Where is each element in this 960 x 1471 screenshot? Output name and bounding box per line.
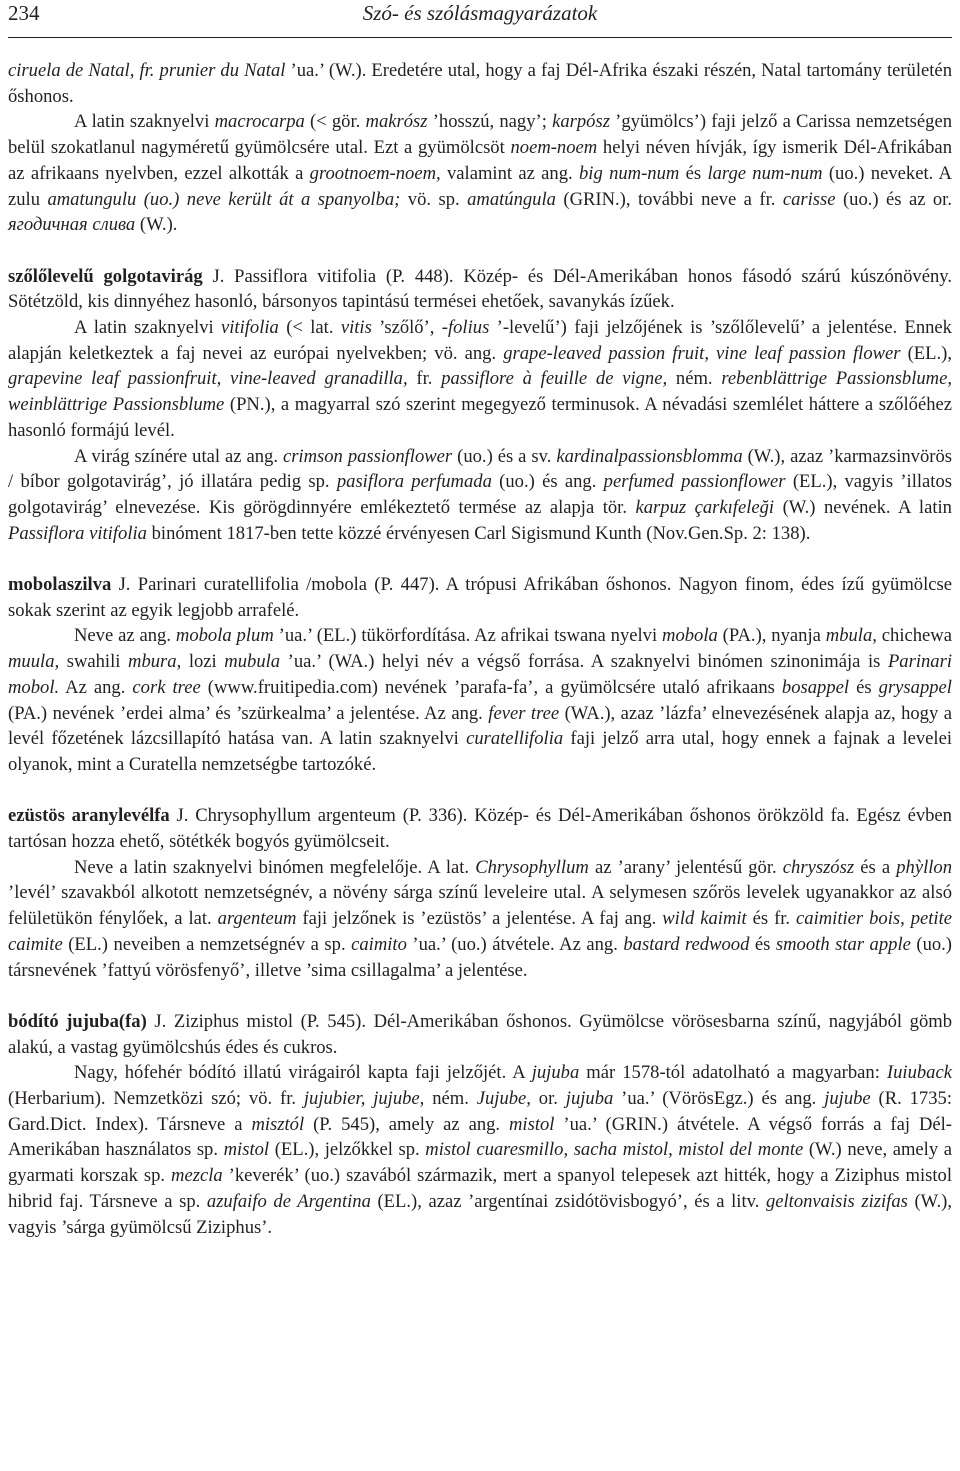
- text-run: J. Parinari curatellifolia /mobola (P. 447). A trópusi Afrikában őshonos. Nagyon finom, édes ízű gyümölcse sokak szerint az egyik legjobb arrafelé.: [8, 574, 952, 621]
- text-run: és fr.: [746, 908, 797, 930]
- italic-term: rebenblättrige Passionsblume, weinblättrige Passionsblume: [8, 368, 953, 416]
- italic-term: kardinalpassionsblomma: [556, 445, 743, 467]
- text-run: ’ua.’ (EL.) tükörfordítása. Az afrikai tswana nyelvi: [273, 625, 663, 647]
- italic-term: mbula,: [825, 625, 877, 647]
- text-run: és: [749, 933, 776, 955]
- italic-term: Chrysophyllum: [475, 856, 589, 878]
- italic-term: noem-noem: [510, 137, 598, 159]
- text-run: binóment 1817-ben tette közzé érvényesen Carl Sigismund Kunth (Nov.Gen.Sp. 2: 138).: [146, 522, 811, 544]
- italic-term: misztól: [251, 1113, 305, 1135]
- italic-term: mistol cuaresmillo, sacha mistol, mistol del monte: [425, 1139, 804, 1161]
- text-run: ném.: [667, 368, 722, 390]
- italic-term: chryszósz: [782, 856, 855, 878]
- italic-term: mobola: [662, 625, 718, 647]
- text-run: (P. 545), amely az ang.: [304, 1113, 509, 1135]
- text-run: (W.), azaz ’karmazsinvörös / bíbor golgotavirág’, jó illatára pedig sp.: [8, 445, 952, 493]
- text-run: ’-levelű’) faji jelzőjének is ’szőlőlevelű’ a jelentése. Ennek alapján keletkeztek a faj nevei az európai nyelvekben; vö. ang.: [8, 317, 952, 364]
- body-paragraph: [8, 623, 952, 777]
- text-run: Neve az ang.: [74, 625, 176, 647]
- text-run: (uo.) neveket. A zulu: [8, 162, 952, 210]
- text-run: helyi néven hívják, így ismerik Dél-Afrikában az afrikaans nyelvben, ezzel alkották a: [8, 137, 952, 184]
- italic-term: -folius: [441, 317, 490, 339]
- page-number: 234: [8, 1, 40, 25]
- text-run: J. Ziziphus mistol (P. 545). Dél-Amerikában őshonos. Gyümölcse vörösesbarna színű, nagyjából gömb alakú, a vastag gyümölcshús édes és cukros.: [8, 1010, 952, 1058]
- text-run: (W.) neve, amely a gyarmati korszak sp.: [8, 1139, 952, 1187]
- italic-term: large num-num: [707, 162, 823, 184]
- text-run: ’ua.’ (uo.) átvétele. Az ang.: [406, 933, 624, 955]
- text-run: (PN.), a magyarral szó szerint megegyező terminusok. A névadási szemlélet háttere a szőlőéhez hasonló formájú levél.: [8, 394, 952, 441]
- italic-term: pasiflora perfumada: [336, 471, 492, 493]
- italic-term: curatellifolia: [466, 728, 564, 750]
- italic-term: grysappel: [878, 676, 952, 698]
- text-run: és a: [854, 856, 897, 878]
- italic-term: mubula: [224, 651, 281, 673]
- entry-paragraph: [8, 1009, 952, 1060]
- italic-term: mobola plum: [175, 625, 274, 647]
- italic-term: bosappel: [781, 676, 850, 698]
- body-paragraph: [8, 315, 952, 444]
- text-run: ’ua.’ (VörösEgz.) és ang.: [613, 1088, 825, 1110]
- italic-term: wild kaimit: [662, 908, 747, 930]
- text-run: (< lat.: [278, 317, 341, 339]
- page-header: [8, 0, 952, 26]
- text-run: or.: [530, 1088, 566, 1110]
- text-run: ’szőlő’,: [371, 317, 442, 339]
- italic-term: jujuba: [531, 1062, 580, 1084]
- text-run: (PA.), nyanja: [717, 625, 826, 647]
- text-run: swahili: [59, 651, 129, 673]
- italic-term: jujube: [824, 1088, 871, 1110]
- italic-term: amatúngula: [467, 188, 556, 210]
- text-run: fr.: [407, 368, 442, 390]
- text-run: ’gyümölcs’) faji jelző a Carissa nemzetségen belül szokatlanul nagyméretű gyümölcsére utal. Ezt a gyümölcsöt: [8, 111, 953, 159]
- italic-term: vitifolia: [221, 317, 279, 339]
- italic-term: smooth star apple: [775, 933, 911, 955]
- italic-term: mbura,: [128, 651, 182, 673]
- body-paragraph: [8, 109, 952, 238]
- italic-term: ягодичная слива: [8, 214, 136, 236]
- text-run: ’ua.’ (GRIN.) átvétele. A végső forrás a faj Dél-Amerikában használatos sp.: [8, 1113, 952, 1161]
- text-run: faji jelző arra utal, hogy ennek a fajnak a levelei olyanok, mint a Curatella nemzetségbe tartozóké.: [8, 728, 952, 775]
- text-run: (< gör.: [304, 111, 366, 133]
- text-run: (EL.), jelzőkkel sp.: [269, 1139, 426, 1161]
- text-run: (uo.) és ang.: [491, 471, 604, 493]
- italic-term: mistol: [223, 1139, 270, 1161]
- text-run: (EL.), azaz ’argentínai zsidótövisbogyó’, és a litv.: [370, 1190, 766, 1212]
- italic-term: makrósz: [365, 111, 428, 133]
- headword: bódító jujuba(fa): [8, 1010, 147, 1032]
- text-run: (R. 1735: Gard.Dict. Index). Társneve a: [8, 1088, 952, 1135]
- italic-term: mistol: [509, 1113, 555, 1135]
- text-run: faji jelzőnek is ’ezüstös’ a jelentése. A faj ang.: [296, 908, 663, 930]
- body-paragraph: [8, 444, 952, 547]
- headword: ezüstös aranylevélfa: [8, 805, 170, 827]
- italic-term: jujuba: [565, 1088, 614, 1110]
- entry-paragraph: [8, 572, 952, 623]
- continuation-paragraph: [8, 58, 952, 109]
- italic-term: carisse: [782, 188, 836, 210]
- text-run: (EL.), vagyis ’illatos golgotavirág’ elnevezése. Kis görögdinnyére emlékeztető termése az alapja tör.: [8, 471, 952, 518]
- text-run: (uo.) társnevének ’fattyú vörösfenyő’, illetve ’sima csillagalma’ a jelentése.: [8, 933, 953, 981]
- text-run: ’levél’ szavakból alkotott nemzetségnév, a növény sárga színű leveleire utal. A selymesen szőrös levelek ugyanakkor az alsó felületükön fénylőek, a lat.: [8, 882, 952, 930]
- body-paragraph: [8, 1060, 952, 1240]
- text-run: (EL.) neveiben a nemzetségnév a sp.: [62, 933, 352, 955]
- text-run: chichewa: [876, 625, 952, 647]
- text-run: az ’arany’ jelentésű gör.: [588, 856, 783, 878]
- text-run: (W.).: [135, 214, 178, 236]
- headword: szőlőlevelű golgotavirág: [8, 265, 203, 287]
- italic-term: caimito: [351, 933, 407, 955]
- text-run: már 1578-tól adatolható a magyarban:: [579, 1062, 887, 1084]
- italic-term: argenteum: [217, 908, 297, 930]
- italic-term: vitis: [340, 317, 372, 339]
- text-run: Neve a latin szaknyelvi binómen megfelelője. A lat.: [74, 856, 476, 878]
- text-run: (PA.) nevének ’erdei alma’ és ’szürkealma’ a jelentése. Az ang.: [8, 702, 489, 724]
- entry-paragraph: [8, 264, 952, 315]
- text-run: A virág színére utal az ang.: [74, 445, 283, 467]
- italic-term: Iuiuback: [886, 1062, 952, 1084]
- text-run: Az ang.: [59, 676, 133, 698]
- text-run: (uo.) és az or.: [835, 188, 952, 210]
- text-run: A latin szaknyelvi: [74, 317, 222, 339]
- italic-term: grootnoem-noem,: [309, 162, 441, 184]
- italic-term: macrocarpa: [214, 111, 305, 133]
- text-run: ’keverék’ (uo.) szavából származik, mert a spanyol telepesek azt hitték, hogy a Ziziphus mistol hibrid faj. Társneve a sp.: [8, 1165, 952, 1212]
- italic-term: cork tree: [132, 676, 201, 698]
- text-run: (W.) nevének. A latin: [774, 496, 952, 518]
- italic-term: mezcla: [171, 1165, 223, 1187]
- italic-term: grape-leaved passion fruit, vine leaf passion flower: [503, 342, 901, 364]
- italic-term: fever tree: [488, 702, 560, 724]
- text-run: (W.), vagyis ’sárga gyümölcsű Ziziphus’.: [8, 1190, 953, 1238]
- italic-term: bastard redwood: [623, 933, 750, 955]
- text-run: (WA.), azaz ’lázfa’ elnevezésének alapja az, hogy a levél főzetének lázcsillapító hatása van. A latin szaknyelvi: [8, 702, 952, 750]
- body-paragraph: [8, 855, 952, 984]
- italic-term: karpósz: [552, 111, 610, 133]
- text-run: vö. sp.: [400, 188, 468, 210]
- text-run: és: [679, 162, 708, 184]
- text-run: (GRIN.), további neve a fr.: [555, 188, 783, 210]
- italic-term: ciruela de Natal, fr. prunier du Natal: [8, 60, 291, 81]
- italic-term: passiflore à feuille de vigne,: [441, 368, 668, 390]
- italic-term: crimson passionflower: [282, 445, 453, 467]
- italic-term: big num-num: [579, 162, 680, 184]
- italic-term: geltonvaisis zizifas: [765, 1190, 908, 1212]
- text-run: ’ua.’ (W.). Eredetére utal, hogy a faj Dél-Afrika északi részén, Natal tartomány területén őshonos.: [8, 60, 952, 107]
- text-run: valamint az ang.: [440, 162, 579, 184]
- running-title: Szó- és szólásmagyarázatok: [362, 1, 598, 25]
- text-run: (Herbarium). Nemzetközi szó; vö. fr.: [8, 1088, 304, 1110]
- italic-term: Jujube,: [476, 1088, 531, 1110]
- italic-term: grapevine leaf passionfruit, vine-leaved granadilla,: [8, 368, 408, 390]
- italic-term: jujubier, jujube,: [303, 1088, 425, 1110]
- text-run: (uo.) és a sv.: [452, 445, 557, 467]
- text-run: J. Passiflora vitifolia (P. 448). Közép- és Dél-Amerikában honos fásodó szárú kúszónövény. Sötétzöld, kis dinnyéhez hasonló, bársonyos tapintású termései ehetőek, savanykás ízűek.: [8, 265, 952, 313]
- text-run: Nagy, hófehér bódító illatú virágairól kapta faji jelzőjét. A: [74, 1062, 532, 1084]
- italic-term: perfumed passionflower: [603, 471, 786, 493]
- italic-term: caimitier bois, petite caimite: [8, 908, 952, 955]
- text-run: (EL.),: [900, 342, 952, 364]
- italic-term: azufaifo de Argentina: [206, 1190, 371, 1212]
- text-run: J. Chrysophyllum argenteum (P. 336). Közép- és Dél-Amerikában őshonos örökzöld fa. Egész évben tartósan hozza ehető, sötétkék bogyós gyümölcseit.: [8, 805, 952, 853]
- italic-term: muula,: [8, 651, 60, 673]
- header-rule: [8, 37, 952, 38]
- italic-term: phỳllon: [896, 856, 952, 878]
- text-run: ném.: [424, 1088, 477, 1110]
- entry-paragraph: [8, 803, 952, 854]
- text-run: és: [849, 676, 879, 698]
- italic-term: Parinari mobol.: [8, 651, 952, 698]
- text-run: lozi: [181, 651, 225, 673]
- headword: mobolaszilva: [8, 574, 112, 596]
- italic-term: amatungulu (uo.) neve került át a spanyolba;: [47, 188, 401, 210]
- italic-term: Passiflora vitifolia: [8, 522, 147, 544]
- text-run: ’hosszú, nagy’;: [427, 111, 553, 133]
- dictionary-content: [8, 58, 952, 1240]
- text-run: ’ua.’ (WA.) helyi név a végső forrása. A szaknyelvi binómen szinonimája is: [280, 651, 888, 673]
- text-run: (www.fruitipedia.com) nevének ’parafa-fa’, a gyümölcsére utaló afrikaans: [200, 676, 782, 698]
- text-run: A latin szaknyelvi: [74, 111, 215, 133]
- italic-term: karpuz çarkıfeleği: [635, 496, 775, 518]
